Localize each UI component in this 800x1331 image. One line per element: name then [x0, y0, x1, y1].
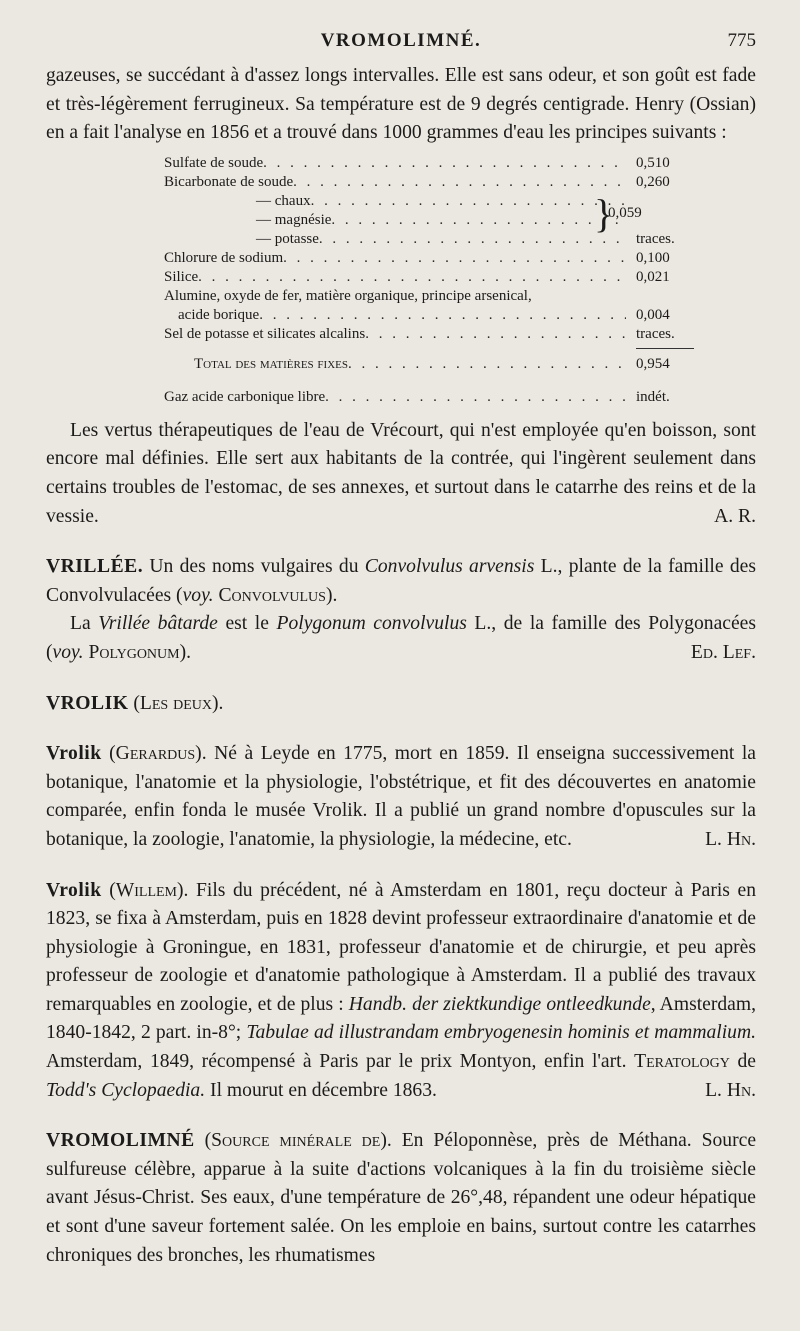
headword: VRILLÉE.	[46, 556, 144, 578]
page-body	[46, 62, 756, 1270]
cross-reference: Polygonum	[83, 641, 180, 663]
table-row: Gaz acide carbonique libre . . . indét.	[164, 388, 694, 407]
author-signature: L. Hn.	[705, 1079, 756, 1101]
headword: Vrolik	[46, 743, 102, 765]
entry-vrillee: VRILLÉE. Un des noms vulgaires du Convolvulus arvensis L., plante de la famille des Convolvulacées (voy. Convolvulus). La Vrillée bâtarde est le Polygonum convolvulus L., de la famille des Polygonacées (voy. Polygonum). Ed. Lef.	[46, 553, 756, 667]
entry-vrolik-les-deux: VROLIK (Les deux).	[46, 692, 224, 714]
headword: VROMOLIMNÉ	[46, 1130, 195, 1152]
brace-glyph: }	[594, 190, 614, 236]
table-row: — chaux . . .	[164, 192, 694, 211]
total-row: Total des matières fixes . . . 0,954	[164, 355, 694, 374]
page-number: 775	[727, 30, 756, 51]
page-header	[46, 30, 756, 60]
running-title: VROMOLIMNÉ.	[320, 30, 482, 51]
table-row: Bicarbonate de soude . . . 0,260	[164, 173, 694, 192]
entry-vromolimne: VROMOLIMNÉ (Source minérale de). En Péloponnèse, près de Méthana. Source sulfureuse célèbre, apparue à la suite d'actions volcaniques à la fin du troisième siècle avant Jésus-Christ. Ses eaux, d'une température de 26°,48, répandent une odeur hépatique et sont d'une saveur fortement salée. On les emploie en bains, surtout contre les catarrhes chroniques des bronches, les rhumatismes	[46, 1130, 757, 1266]
table-row: Alumine, oxyde de fer, matière organique, principe arsenical,	[164, 287, 532, 304]
author-signature: Ed. Lef.	[690, 641, 756, 663]
table-row: Chlorure de sodium . . . 0,100	[164, 249, 694, 268]
group-value: 0,059	[608, 204, 642, 221]
cross-reference: Convolvulus	[213, 584, 326, 606]
headword: VROLIK	[46, 692, 129, 714]
table-row: — magnésie . . .	[164, 211, 694, 230]
table-row: Sel de potasse et silicates alcalins . . . traces.	[164, 325, 694, 344]
total-rule	[636, 348, 694, 349]
bicarbonate-group	[164, 192, 694, 249]
table-row: acide borique . . . 0,004	[164, 306, 694, 325]
table-row: Silice . . . 0,021	[164, 268, 694, 287]
vertus-paragraph: Les vertus thérapeutiques de l'eau de Vrécourt, qui n'est employée qu'en boisson, sont encore mal définies. Elle sert aux habitants de la contrée, qui l'ingèrent seulement dans certains troubles de l'estomac, de ses annexes, et surtout dans le catarrhe des reins et de la vessie. A. R.	[46, 417, 756, 531]
analysis-table	[164, 154, 694, 407]
table-row: — potasse . . . traces.	[164, 230, 694, 249]
author-signature: L. Hn.	[705, 828, 756, 850]
table-row: Sulfate de soude . . . 0,510	[164, 154, 694, 173]
author-signature: A. R.	[714, 505, 756, 527]
entry-vrolik-gerardus: Vrolik (Gerardus). Né à Leyde en 1775, mort en 1859. Il enseigna successivement la botanique, l'anatomie et la physiologie, l'obstétrique, et fit des découvertes en anatomie comparée, enfin fonda le musée Vrolik. Il a publié un grand nombre d'opuscules sur la botanique, la zoologie, l'anatomie, la physiologie, la médecine, etc. L. Hn.	[46, 740, 756, 854]
entry-vrolik-willem: Vrolik (Willem). Fils du précédent, né à Amsterdam en 1801, reçu docteur à Paris en 1823, se fixa à Amsterdam, puis en 1828 devint professeur extraordinaire d'anatomie et de physiologie à Groningue, en 1831, professeur d'anatomie et de chirurgie, et peu après professeur de zoologie et d'anatomie pathologique à Amsterdam. Il a publié des travaux remarquables en zoologie, et de plus : Handb. der ziektkundige ontleedkunde, Amsterdam, 1840-1842, 2 part. in-8°; Tabulae ad illustrandam embryogenesin hominis et mammalium. Amsterdam, 1849, récompensé à Paris par le prix Montyon, enfin l'art. Teratology de Todd's Cyclopaedia. Il mourut en décembre 1863. L. Hn.	[46, 877, 756, 1106]
headword: Vrolik	[46, 879, 102, 901]
intro-paragraph: gazeuses, se succédant à d'assez longs intervalles. Elle est sans odeur, et son goût est fade et très-légèrement ferrugineux. Sa température est de 9 degrés centigrade. Henry (Ossian) en a fait l'analyse en 1856 et a trouvé dans 1000 grammes d'eau les principes suivants :	[46, 65, 756, 144]
